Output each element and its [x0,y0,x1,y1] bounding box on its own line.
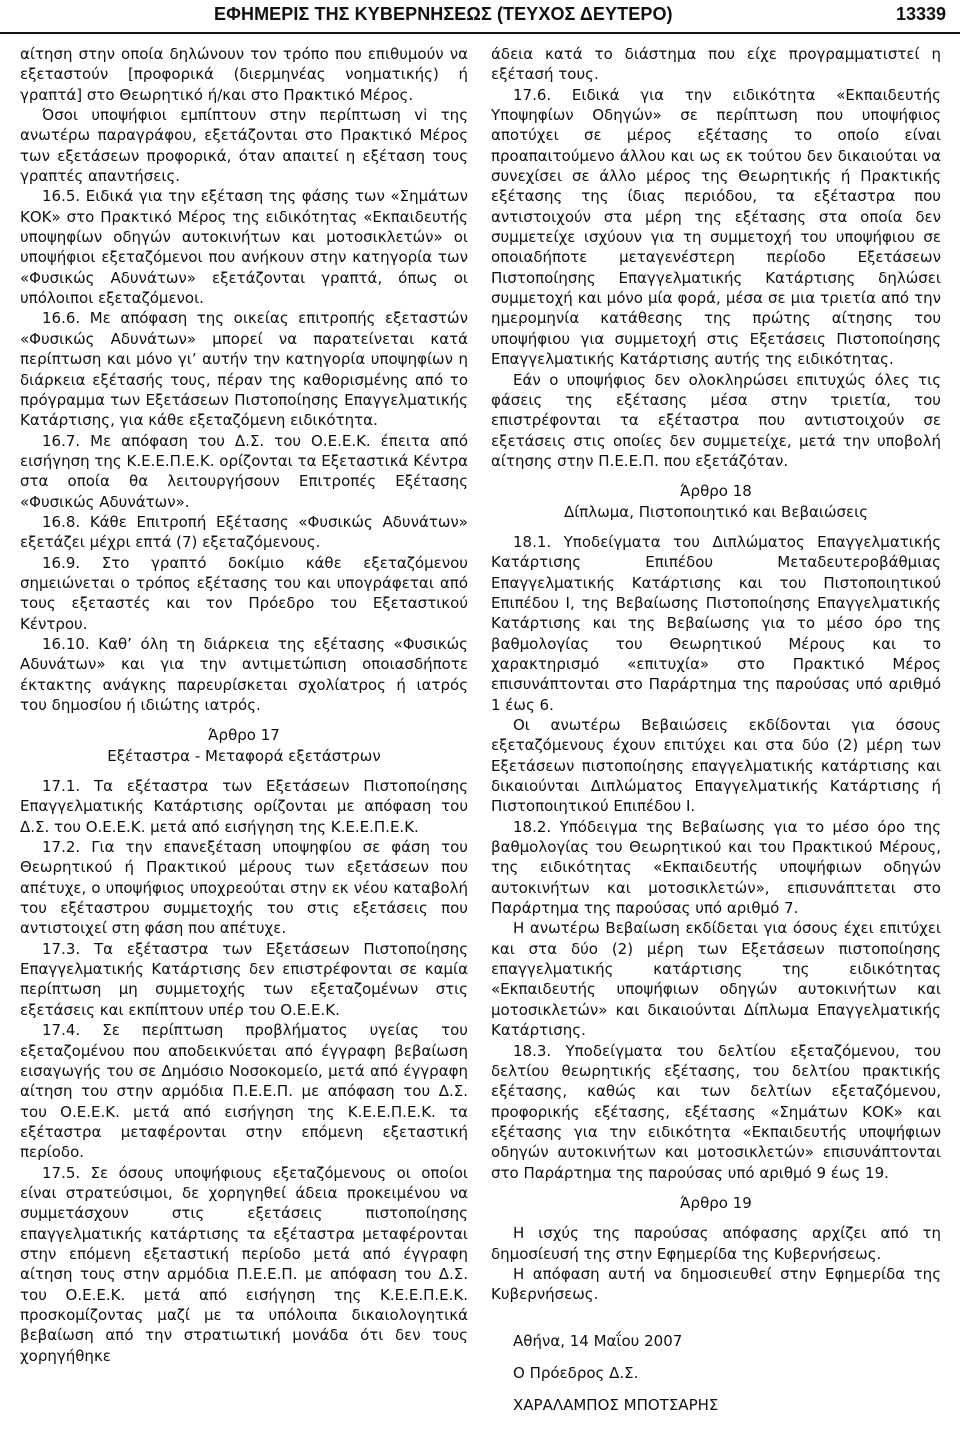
place-date: Αθήνα, 14 Μαΐου 2007 [513,1331,683,1350]
signatory-title: Ο Πρόεδρος Δ.Σ. [513,1363,639,1382]
right-column [491,44,941,1416]
header-divider [0,32,960,34]
paragraph: Η ανωτέρω Βεβαίωση εκδίδεται για όσους έχει επιτύχει και στα δύο (2) μέρη των Εξετάσεων πιστοποίησης επαγγελματικής κατάρτισης της ειδικότητας «Εκπαιδευτής υποψήφιων οδηγών αυτοκινήτων και μοτοσικλετών» και δικαιούνται Δίπλωμα Επαγγελματικής Κατάρτισης. [491,919,941,1040]
paragraph: 18.3. Υποδείγματα του δελτίου εξεταζόμενου, του δελτίου θεωρητικής εξέτασης, του δελτίου πρακτικής εξέτασης, καθώς και των δελτίων εξεταζόμενου, προφορικής εξέτασης, εξέτασης «Σημάτων ΚΟΚ» και εξέτασης για την ειδικότητα «Εκπαιδευτής υποψήφιων οδηγών αυτοκινήτων και μοτοσικλετών» επισυνάπτονται στο Παράρτημα της παρούσας υπό αριθμό 9 έως 19. [491,1041,941,1182]
signatory-name: ΧΑΡΑΛΑΜΠΟΣ ΜΠΟΤΣΑΡΗΣ [513,1396,719,1415]
paragraph: 16.7. Με απόφαση του Δ.Σ. του Ο.Ε.Ε.Κ. έπειτα από εισήγηση της Κ.Ε.Ε.Π.Ε.Κ. ορίζονται τα Εξεταστικά Κέντρα στα οποία θα λειτουργήσουν Επιτροπές Εξέτασης «Φυσικώς Αδυνάτων». [20,431,468,511]
article-18-title: Δίπλωμα, Πιστοποιητικό και Βεβαιώσεις [563,502,869,521]
paragraph: 16.6. Με απόφαση της οικείας επιτροπής εξεταστών «Φυσικώς Αδυνάτων» μπορεί να παρατείνεται κατά περίπτωση και μόνο γι’ αυτήν την κατηγορία υποψηφίων η διάρκεια εξέτασής τους, πέραν της καθορισμένης από το πρόγραμμα των Εξετάσεων Πιστοποίησης Επαγγελματικής Κατάρτισης, για κάθε εξεταζόμενη ειδικότητα. [20,309,468,430]
paragraph: Εάν ο υποψήφιος δεν ολοκληρώσει επιτυχώς όλες τις φάσεις της εξέτασης μέσα στην τριετία, του επιστρέφονται τα εξέταστρα που αντιστοιχούν σε εξετάσεις στις οποίες δεν συμμετείχε, μετά την υποβολή αίτησης στην Π.Ε.Ε.Π. που εξετάζόταν. [491,370,941,470]
paragraph: 16.9. Στο γραπτό δοκίμιο κάθε εξεταζόμενου σημειώνεται ο τρόπος εξέτασης του και υπογράφεται από τους εξεταστές και τον Πρόεδρο του Εξεταστικού Κέντρου. [20,553,468,633]
article-17-title: Εξέταστρα - Μεταφορά εξετάστρων [107,746,381,765]
paragraph: Όσοι υποψήφιοι εμπίπτουν στην περίπτωση vi της ανωτέρω παραγράφου, εξετάζονται στο Πρακτικό Μέρος των εξετάσεων προφορικά, όταν απαιτεί η εξέταση τους γραπτές απαντήσεις. [20,106,468,186]
paragraph: 18.1. Υποδείγματα του Διπλώματος Επαγγελματικής Κατάρτισης Επιπέδου Μεταδευτεροβάθμιας Επαγγελματικής Κατάρτισης και του Πιστοποιητικού Επιπέδου Ι, της Βεβαίωσης Πιστοποίησης Επαγγελματικής Κατάρτισης και της Βεβαίωσης για το μέσο όρο της βαθμολογίας του Θεωρητικού Μέρους και το χαρακτηρισμό «επιτυχία» στο Πρακτικό Μέρος επισυνάπτονται στο Παράρτημα της παρούσας υπό αριθμό 1 έως 6. [491,532,941,714]
paragraph: 17.5. Σε όσους υποψήφιους εξεταζόμενους οι οποίοι είναι στρατεύσιμοι, δε χορηγηθεί άδεια προκειμένου να συμμετάσχουν στις εξετάσεις πιστοποίησης επαγγελματικής κατάρτισης τα εξέταστρα μεταφέρονται στην επόμενη εξεταστική περίοδο μετά από έγγραφη αίτηση τους στην αρμόδια Π.Ε.Ε.Π. με απόφαση του Δ.Σ. του Ο.Ε.Ε.Κ. μετά από εισήγηση της Κ.Ε.Ε.Π.Ε.Κ. προσκομίζοντας μαζί με τα υπόλοιπα δικαιολογητικά βεβαίωση από την στρατιωτική μονάδα ότι δεν τους χορηγήθηκε [20,1163,468,1365]
paragraph: 17.2. Για την επανεξέταση υποψηφίου σε φάση του Θεωρητικού ή Πρακτικού μέρους των εξετάσεων που απέτυχε, ο υποψήφιος υποχρεούται στην εκ νέου καταβολή του εξέταστρου συμμετοχής του στις εξετάσεις που αντιστοιχεί στη φάση που απέτυχε. [20,838,468,938]
left-column [20,44,468,1366]
page-number: 13339 [895,4,946,24]
paragraph: Η απόφαση αυτή να δημοσιευθεί στην Εφημερίδα της Κυβερνήσεως. [491,1264,941,1304]
gazette-title: ΕΦΗΜΕΡΙΣ ΤΗΣ ΚΥΒΕΡΝΗΣΕΩΣ (ΤΕΥΧΟΣ ΔΕΥΤΕΡΟ) [214,4,673,24]
paragraph: 16.10. Καθ’ όλη τη διάρκεια της εξέτασης «Φυσικώς Αδυνάτων» και για την αντιμετώπιση οποιασδήποτε έκτακτης ανάγκης παρευρίσκεται σχολίατρος ή ιατρός του δημοσίου ή ιδιώτης ιατρός. [20,634,468,714]
paragraph: 16.8. Κάθε Επιτροπή Εξέτασης «Φυσικώς Αδυνάτων» εξετάζει μέχρι επτά (7) εξεταζόμενους. [20,512,468,552]
paragraph: Οι ανωτέρω Βεβαιώσεις εκδίδονται για όσους εξεταζόμενους έχουν επιτύχει και στα δύο (2) μέρη των Εξετάσεων πιστοποίησης επαγγελματικής κατάρτισης και δικαιούνται Διπλώματος Επαγγελματικής Κατάρτισης ή Πιστοποιητικού Επιπέδου Ι. [491,716,941,816]
paragraph: 17.4. Σε περίπτωση προβλήματος υγείας του εξεταζομένου που αποδεικνύεται από έγγραφη βεβαίωση εισαγωγής του σε Δημόσιο Νοσοκομείο, μετά από έγγραφη αίτηση του στην αρμόδια Π.Ε.Ε.Π. με απόφαση του Δ.Σ. του Ο.Ε.Ε.Κ. μετά από εισήγηση της Κ.Ε.Ε.Π.Ε.Κ. τα εξέταστρα μεταφέρονται στην επόμενη εξεταστική περίοδο. [20,1021,468,1162]
paragraph: αίτηση στην οποία δηλώνουν τον τρόπο που επιθυμούν να εξεταστούν [προφορικά (διερμηνέας νοηματικής) ή γραπτά] στο Θεωρητικό ή/και στο Πρακτικό Μέρος. [20,45,468,104]
paragraph: 17.1. Τα εξέταστρα των Εξετάσεων Πιστοποίησης Επαγγελματικής Κατάρτισης ορίζονται με απόφαση του Δ.Σ. του Ο.Ε.Ε.Κ. μετά από εισήγηση της Κ.Ε.Ε.Π.Ε.Κ. [20,777,468,836]
paragraph: 17.3. Τα εξέταστρα των Εξετάσεων Πιστοποίησης Επαγγελματικής Κατάρτισης δεν επιστρέφονται σε καμία περίπτωση μη συμμετοχής των εξεταζομένων στις εξετάσεις και εκπίπτουν υπέρ του Ο.Ε.Ε.Κ. [20,939,468,1019]
article-17-heading: Άρθρο 17 [208,726,280,745]
paragraph: άδεια κατά το διάστημα που είχε προγραμματιστεί η εξέτασή τους. [491,45,941,84]
paragraph: 16.5. Ειδικά για την εξέταση της φάσης των «Σημάτων ΚΟΚ» στο Πρακτικό Μέρος της ειδικότητας «Εκπαιδευτής υποψηφίων οδηγών αυτοκινήτων και μοτοσικλετών» οι υποψήφιοι εξεταζόμενοι που ανήκουν στην κατηγορία των «Φυσικώς Αδυνάτων» εξετάζονται γραπτά, όπως οι υπόλοιποι εξεταζόμενοι. [20,187,468,308]
paragraph: Η ισχύς της παρούσας απόφασης αρχίζει από τη δημοσίευσή της στην Εφημερίδα της Κυβερνήσεως. [491,1224,941,1263]
paragraph: 18.2. Υπόδειγμα της Βεβαίωσης για το μέσο όρο της βαθμολογίας του Θεωρητικού και του Πρακτικού Μέρους, της ειδικότητας «Εκπαιδευτής υποψήφιων οδηγών αυτοκινήτων και μοτοσικλετών», επισυνάπτεται στο Παράρτημα της παρούσας υπό αριθμό 7. [491,817,941,918]
article-19-heading: Άρθρο 19 [680,1193,752,1212]
page-header [0,0,960,34]
article-18-heading: Άρθρο 18 [680,482,752,501]
paragraph: 17.6. Ειδικά για την ειδικότητα «Εκπαιδευτής Υποψηφίων Οδηγών» σε περίπτωση που υποψήφιος αποτύχει σε μέρος εξέτασης το οποίο είναι προαπαιτούμενο άλλου και ως εκ τούτου δεν δικαιούται να συνεχίσει σε άλλο μέρος της Θεωρητικής ή Πρακτικής εξέτασης της ίδιας περιόδου, τα εξέταστρα που αντιστοιχούν στα μέρη της εξέτασης στα οποία δεν συμμετείχε ισχύουν για τη συμμετοχή του υποψήφιου σε οποιαδήποτε μεταγενέστερη περίοδο Εξετάσεων Πιστοποίησης Επαγγελματικής Κατάρτισης δηλώσει συμμετοχή και μόνο μία φορά, μέσα σε μια τριετία από την ημερομηνία κατάθεσης της πρώτης αίτησης του υποψήφιου για συμμετοχή στις Εξετάσεις Πιστοποίησης Επαγγελματικής Κατάρτισης αυτής της ειδικότητας. [491,85,941,369]
